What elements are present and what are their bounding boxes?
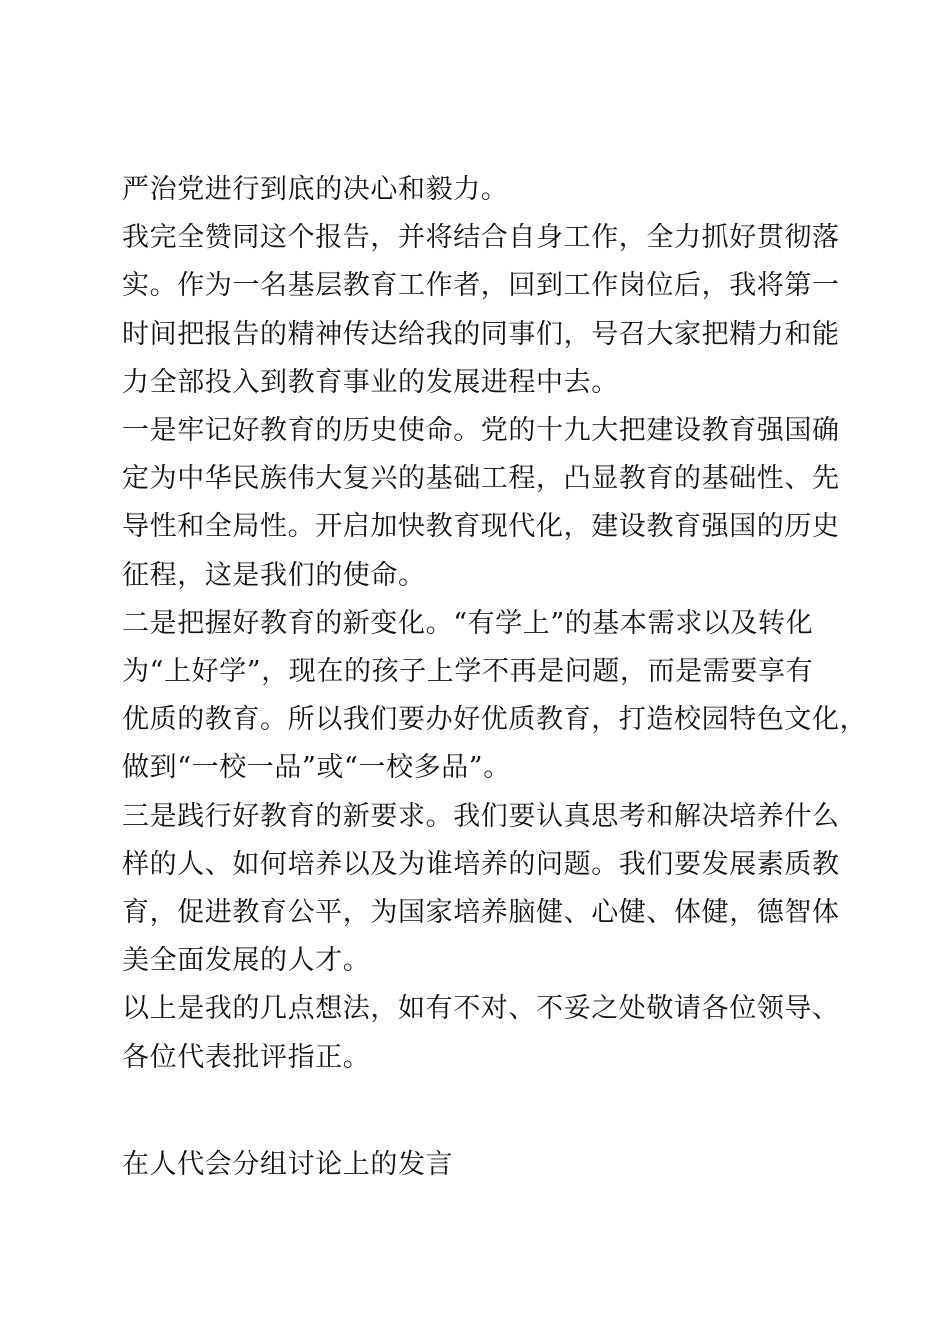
text-line: 育，促进教育公平，为国家培养脑健、心健、体健，德智体 [122, 897, 840, 929]
text-line: 以上是我的几点想法，如有不对、不妥之处敬请各位领导、 [122, 993, 840, 1025]
text-line: 力全部投入到教育事业的发展进程中去。 [122, 366, 619, 398]
text-line: 一是牢记好教育的历史使命。党的十九大把建设教育强国确 [122, 415, 840, 447]
text-line: 样的人、如何培养以及为谁培养的问题。我们要发展素质教 [122, 848, 840, 880]
body-text [122, 166, 868, 1082]
text-line: 为“上好学”，现在的孩子上学不再是问题，而是需要享有 [122, 656, 814, 688]
text-line: 三是践行好教育的新要求。我们要认真思考和解决培养什么 [122, 800, 840, 832]
text-line: 导性和全局性。开启加快教育现代化，建设教育强国的历史 [122, 511, 840, 543]
text-line: 征程，这是我们的使命。 [122, 559, 426, 591]
text-line: 严治党进行到底的决心和毅力。 [122, 174, 509, 205]
text-line: 优质的教育。所以我们要办好优质教育，打造校园特色文化， [122, 704, 868, 736]
text-line: 实。作为一名基层教育工作者，回到工作岗位后，我将第一 [122, 270, 840, 302]
text-line: 定为中华民族伟大复兴的基础工程，凸显教育的基础性、先 [122, 463, 840, 495]
text-line: 做到“一校一品”或“一校多品”。 [122, 752, 511, 784]
text-line: 时间把报告的精神传达给我的同事们，号召大家把精力和能 [122, 318, 840, 350]
next-section-title: 在人代会分组讨论上的发言 [122, 1149, 454, 1180]
text-line: 二是把握好教育的新变化。“有学上”的基本需求以及转化 [122, 607, 814, 639]
text-line: 美全面发展的人才。 [122, 945, 371, 977]
text-line: 各位代表批评指正。 [122, 1041, 371, 1073]
text-line: 我完全赞同这个报告，并将结合自身工作，全力抓好贯彻落 [122, 222, 840, 254]
